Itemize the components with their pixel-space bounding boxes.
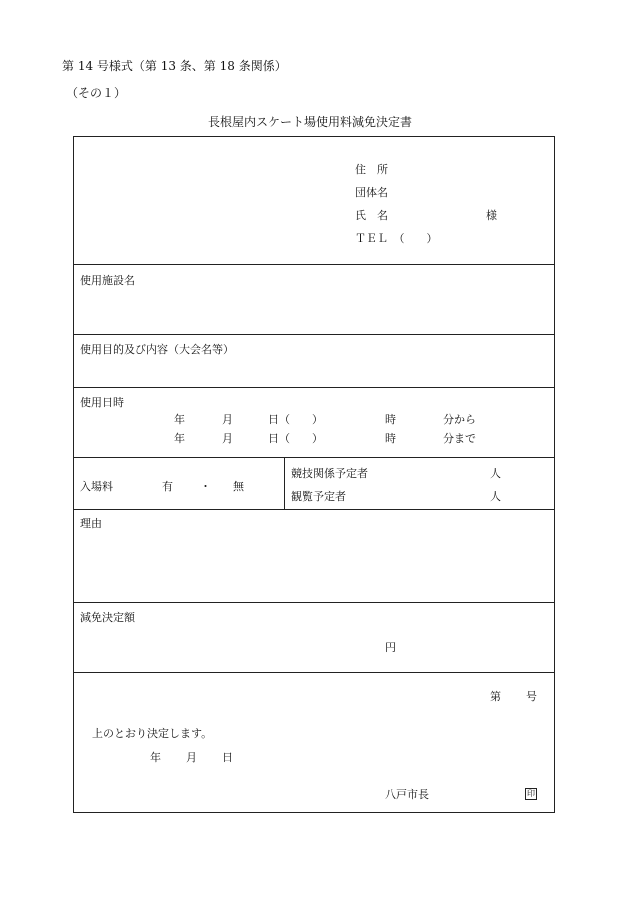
honorific: 様 — [486, 209, 497, 222]
purpose-label: 使用目的及び内容（大会名等） — [80, 343, 234, 356]
admission-divider — [284, 457, 285, 509]
divider-purpose — [73, 387, 555, 388]
spectators-label: 観覧予定者 — [291, 490, 346, 503]
end-day: 日（ ） — [268, 432, 323, 445]
address-label: 住 所 — [355, 163, 388, 176]
end-month: 月 — [222, 432, 233, 445]
end-minute: 分まで — [443, 432, 476, 445]
spectators-unit: 人 — [490, 490, 501, 503]
amount-unit: 円 — [385, 641, 396, 654]
decision-month: 月 — [186, 751, 197, 764]
decision-year: 年 — [150, 751, 161, 764]
amount-label: 減免決定額 — [80, 611, 135, 624]
competitors-label: 競技関係予定者 — [291, 467, 368, 480]
name-label: 氏 名 — [355, 209, 388, 222]
divider-facility — [73, 334, 555, 335]
facility-label: 使用施設名 — [80, 274, 135, 287]
start-hour: 時 — [385, 413, 396, 426]
admission-yes: 有 — [162, 480, 173, 493]
start-year: 年 — [174, 413, 185, 426]
mayor-title: 八戸市長 — [385, 788, 429, 801]
decision-statement: 上のとおり決定します。 — [92, 727, 213, 740]
start-minute: 分から — [443, 413, 476, 426]
end-year: 年 — [174, 432, 185, 445]
admission-separator: ・ — [200, 480, 211, 493]
divider-reason — [73, 602, 555, 603]
start-day: 日（ ） — [268, 413, 323, 426]
start-month: 月 — [222, 413, 233, 426]
divider-amount — [73, 672, 555, 673]
competitors-unit: 人 — [490, 467, 501, 480]
group-name-label: 団体名 — [355, 186, 388, 199]
form-sub-number: （その１） — [66, 86, 127, 100]
reason-label: 理由 — [80, 517, 102, 530]
form-number: 第 14 号様式（第 13 条、第 18 条関係） — [62, 59, 287, 73]
admission-no: 無 — [233, 480, 244, 493]
seal-stamp: 印 — [527, 789, 535, 798]
number-suffix: 号 — [526, 690, 537, 703]
admission-label: 入場料 — [80, 480, 113, 493]
decision-day: 日 — [222, 751, 233, 764]
number-prefix: 第 — [490, 690, 501, 703]
form-title: 長根屋内スケート場使用料減免決定書 — [208, 115, 413, 129]
divider-datetime — [73, 457, 555, 458]
end-hour: 時 — [385, 432, 396, 445]
datetime-label: 使用日時 — [80, 396, 124, 409]
divider-applicant — [73, 264, 555, 265]
tel-label: ＴＥＬ （ ） — [355, 232, 438, 245]
divider-admission — [73, 509, 555, 510]
